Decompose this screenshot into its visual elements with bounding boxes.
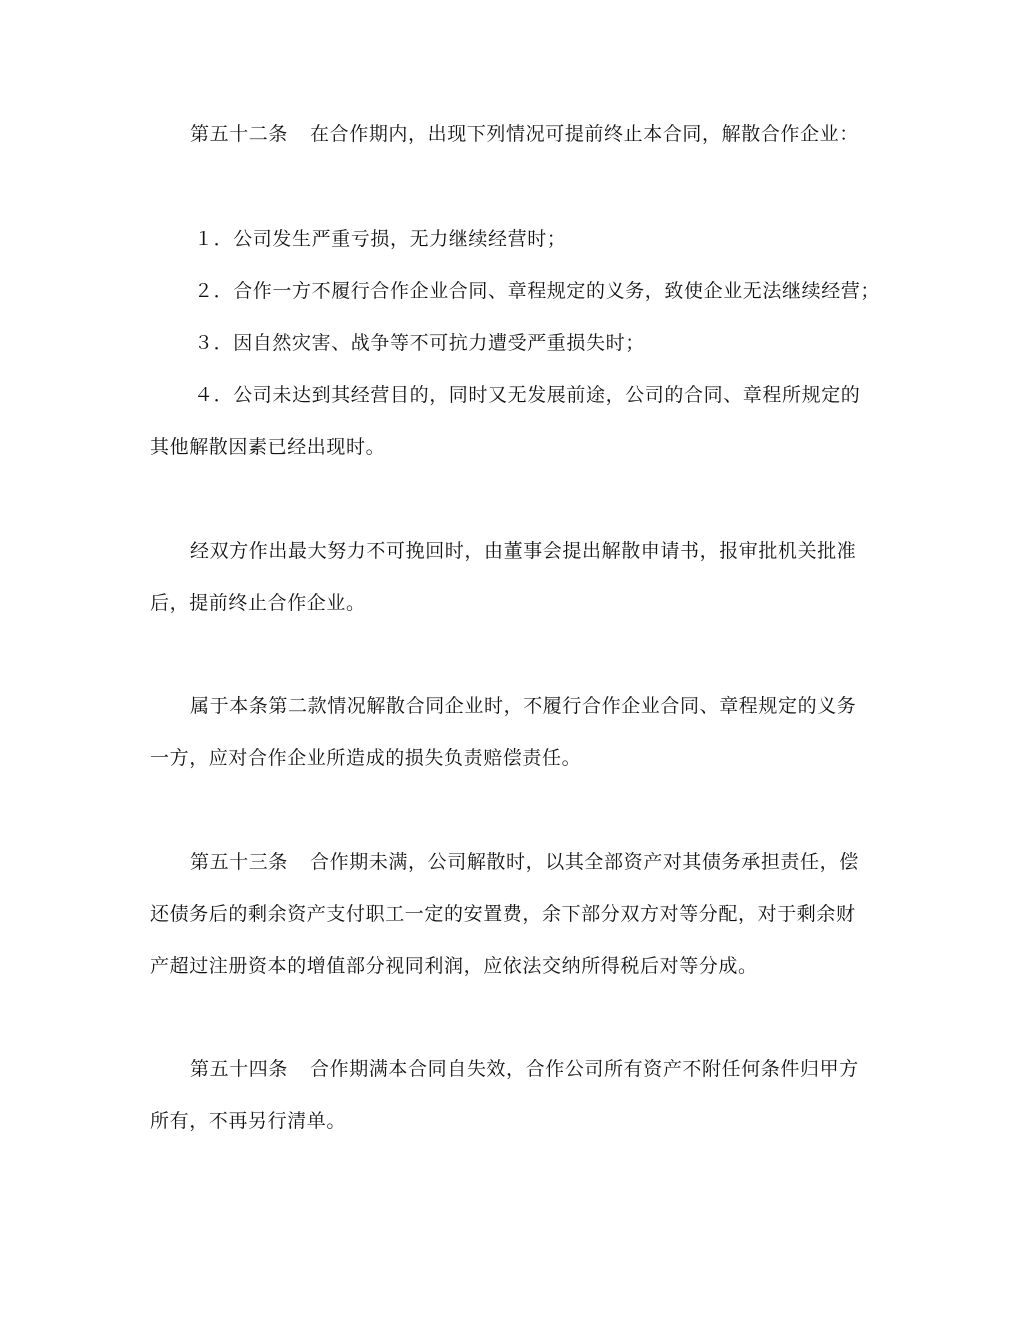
article-52-item-4-continuation: 其他解散因素已经出现时。 <box>150 436 386 458</box>
article-53-first-line <box>190 850 872 874</box>
article-52-para-3-line-2: 一方，应对合作企业所造成的损失负责赔偿责任。 <box>150 747 582 769</box>
article-53-line-2: 还债务后的剩余资产支付职工一定的安置费，余下部分双方对等分配，对于剩余财 <box>150 903 856 925</box>
article-52-para-3-line-1: 属于本条第二款情况解散合同企业时，不履行合作企业合同、章程规定的义务 <box>190 695 857 717</box>
article-52-heading: 第五十二条 <box>190 123 289 145</box>
article-52-item-4: ４．公司未达到其经营目的，同时又无发展前途，公司的合同、章程所规定的 <box>194 384 861 406</box>
article-52-item-1: １．公司发生严重亏损，无力继续经营时； <box>194 228 567 250</box>
article-54-line-1: 合作期满本合同自失效，合作公司所有资产不附任何条件归甲方 <box>310 1058 859 1080</box>
article-52-item-3: ３．因自然灾害、战争等不可抗力遭受严重损失时； <box>194 332 645 354</box>
article-52-first-line <box>190 122 872 146</box>
article-53-line-3: 产超过注册资本的增值部分视同利润，应依法交纳所得税后对等分成。 <box>150 955 758 977</box>
article-52-intro: 在合作期内，出现下列情况可提前终止本合同，解散合作企业： <box>310 123 859 145</box>
article-52-item-2: ２．合作一方不履行合作企业合同、章程规定的义务，致使企业无法继续经营； <box>194 280 881 302</box>
article-54-line-2: 所有，不再另行清单。 <box>150 1110 347 1132</box>
article-53-line-1: 合作期未满，公司解散时，以其全部资产对其债务承担责任，偿 <box>310 851 859 873</box>
article-53-heading: 第五十三条 <box>190 851 289 873</box>
article-54-heading: 第五十四条 <box>190 1058 289 1080</box>
article-52-para-2-line-2: 后，提前终止合作企业。 <box>150 592 366 614</box>
article-52-para-2-line-1: 经双方作出最大努力不可挽回时，由董事会提出解散申请书，报审批机关批准 <box>190 540 857 562</box>
article-54-first-line <box>190 1057 872 1081</box>
